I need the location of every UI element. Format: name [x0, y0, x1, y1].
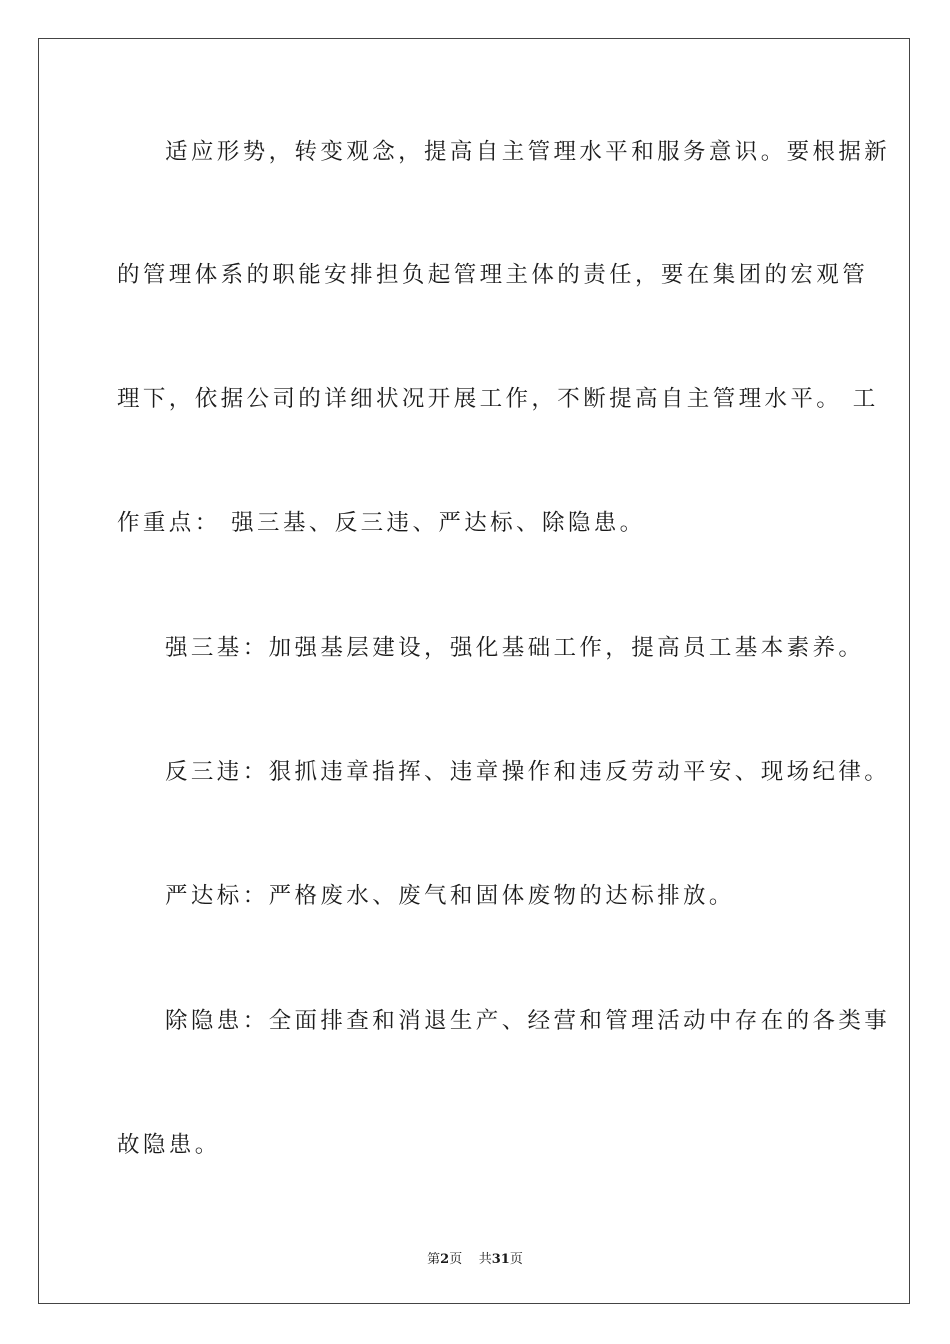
footer-page-unit: 页 — [449, 1252, 463, 1267]
page-footer — [0, 1248, 950, 1267]
paragraph-line: 理下，依据公司的详细状况开展工作，不断提高自主管理水平。 工 — [117, 386, 879, 412]
paragraph-line: 强三基：加强基层建设，强化基础工作，提高员工基本素养。 — [165, 635, 865, 661]
footer-page-prefix: 第 — [427, 1252, 441, 1267]
footer-page-number: 2 — [440, 1252, 450, 1267]
paragraph-line: 的管理体系的职能安排担负起管理主体的责任，要在集团的宏观管 — [117, 262, 869, 288]
paragraph-line: 严达标：严格废水、废气和固体废物的达标排放。 — [165, 883, 735, 909]
paragraph-line: 适应形势，转变观念，提高自主管理水平和服务意识。要根据新 — [165, 139, 891, 165]
paragraph-line: 反三违：狠抓违章指挥、违章操作和违反劳动平安、现场纪律。 — [165, 759, 891, 785]
paragraph-line: 作重点： 强三基、反三违、严达标、除隐患。 — [117, 510, 646, 536]
footer-total-unit: 页 — [509, 1252, 523, 1267]
paragraph-line: 故隐患。 — [117, 1132, 221, 1158]
footer-total-prefix: 共 — [478, 1252, 492, 1267]
footer-total-number: 31 — [491, 1252, 510, 1267]
page-border — [38, 38, 910, 1304]
paragraph-line: 除隐患：全面排查和消退生产、经营和管理活动中存在的各类事 — [165, 1008, 891, 1034]
